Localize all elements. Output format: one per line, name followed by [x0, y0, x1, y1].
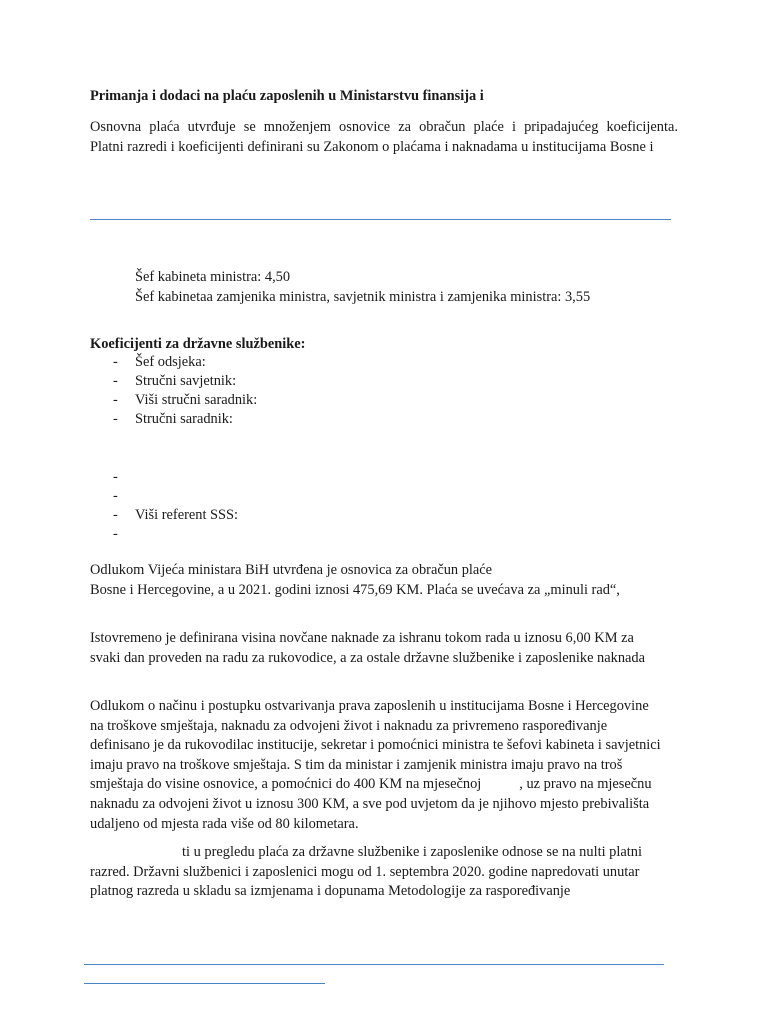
- list-item-label: Šef odsjeka:: [135, 354, 206, 370]
- list-item: [113, 469, 135, 486]
- paragraph-line: svaki dan proveden na radu za rukovodice, a za ostale državne službenike i zaposlenike naknada: [90, 649, 646, 666]
- ishrana-paragraph: [90, 629, 680, 668]
- paragraph-line: platnog razreda u skladu sa izmjenama i dopunama Metodologije za raspoređivanje: [90, 883, 571, 900]
- paragraph-line: [90, 775, 680, 795]
- paragraph-line: razred. Državni službenici i zaposlenici mogu od 1. septembra 2020. godine napredovati unutar: [90, 863, 640, 880]
- paragraph-line: udaljeno od mjesta rada više od 80 kilometara.: [90, 815, 359, 832]
- paragraph-line: imaju pravo na troškove smještaja. S tim da ministar i zamjenik ministra imaju pravo na troš: [90, 756, 623, 773]
- list-dash: -: [113, 354, 118, 370]
- list-item-label: Viši referent SSS:: [135, 507, 239, 523]
- list-item-label: Stručni savjetnik:: [135, 373, 237, 389]
- list-dash: -: [113, 392, 118, 408]
- horizontal-rule: [90, 219, 671, 220]
- list-dash: -: [113, 507, 118, 523]
- list-item: [113, 373, 236, 390]
- paragraph-line: Istovremeno je definirana visina novčane naknade za ishranu tokom rada u iznosu 6,00 KM za: [90, 630, 634, 646]
- list-dash: -: [113, 373, 118, 389]
- smjestaj-paragraph: [90, 697, 680, 834]
- paragraph-line: definisano je da rukovodilac institucije, sekretar i pomoćnici ministra te šefovi kabineta i savjetnici: [90, 737, 661, 754]
- kabinet-line: Šef kabinetaa zamjenika ministra, savjetnik ministra i zamjenika ministra: 3,55: [135, 289, 591, 305]
- list-item: [113, 526, 135, 543]
- paragraph-line: naknadu za odvojeni život u iznosu 300 KM, a sve pod uvjetom da je njihovo mjesto prebivališta: [90, 795, 650, 812]
- paragraph-line-end: , uz pravo na mjesečnu: [519, 776, 652, 793]
- paragraph-line-start: smještaja do visine osnovice, a pomoćnici do 400 KM na mjesečnoj: [90, 776, 482, 793]
- intro-line: Platni razredi i koeficijenti definirani su Zakonom o plaćama i naknadama u institucijama Bosne i: [90, 139, 654, 155]
- list-item: [113, 488, 135, 505]
- intro-paragraph: [90, 117, 678, 157]
- paragraph-line: ti u pregledu plaća za državne službenike i zaposlenike odnose se na nulti platni: [182, 844, 642, 860]
- paragraph-line: na troškove smještaja, naknadu za odvojeni život i naknadu za privremeno raspoređivanje: [90, 717, 608, 734]
- horizontal-rule-short: [84, 983, 325, 984]
- list-item-label: Stručni saradnik:: [135, 411, 233, 427]
- list-item: [113, 392, 257, 409]
- kabinet-line: Šef kabineta ministra: 4,50: [135, 269, 291, 285]
- list-dash: -: [113, 411, 118, 427]
- horizontal-rule: [84, 964, 664, 965]
- list-item: [113, 411, 233, 428]
- document-title: Primanja i dodaci na plaću zaposlenih u Ministarstvu finansija i: [90, 88, 484, 104]
- paragraph-line: Odlukom Vijeća ministara BiH utvrđena je osnovica za obračun plaće: [90, 562, 493, 578]
- paragraph-line: Bosne i Hercegovine, a u 2021. godini iznosi 475,69 KM. Plaća se uvećava za „minuli rad“,: [90, 581, 620, 598]
- osnovica-paragraph: [90, 561, 680, 600]
- koeficijenti-heading: Koeficijenti za državne službenike:: [90, 336, 306, 352]
- intro-line: Osnovna plaća utvrđuje se množenjem osnovice za obračun plaće i pripadajućeg koeficijenta.: [90, 119, 678, 135]
- list-dash: -: [113, 526, 118, 542]
- list-dash: -: [113, 469, 118, 485]
- list-item: [113, 507, 238, 524]
- list-dash: -: [113, 488, 118, 504]
- pregled-paragraph: [90, 843, 680, 902]
- list-item-label: Viši stručni saradnik:: [135, 392, 258, 408]
- paragraph-line: Odlukom o načinu i postupku ostvarivanja prava zaposlenih u institucijama Bosne i Hercegovine: [90, 698, 649, 714]
- list-item: [113, 354, 206, 371]
